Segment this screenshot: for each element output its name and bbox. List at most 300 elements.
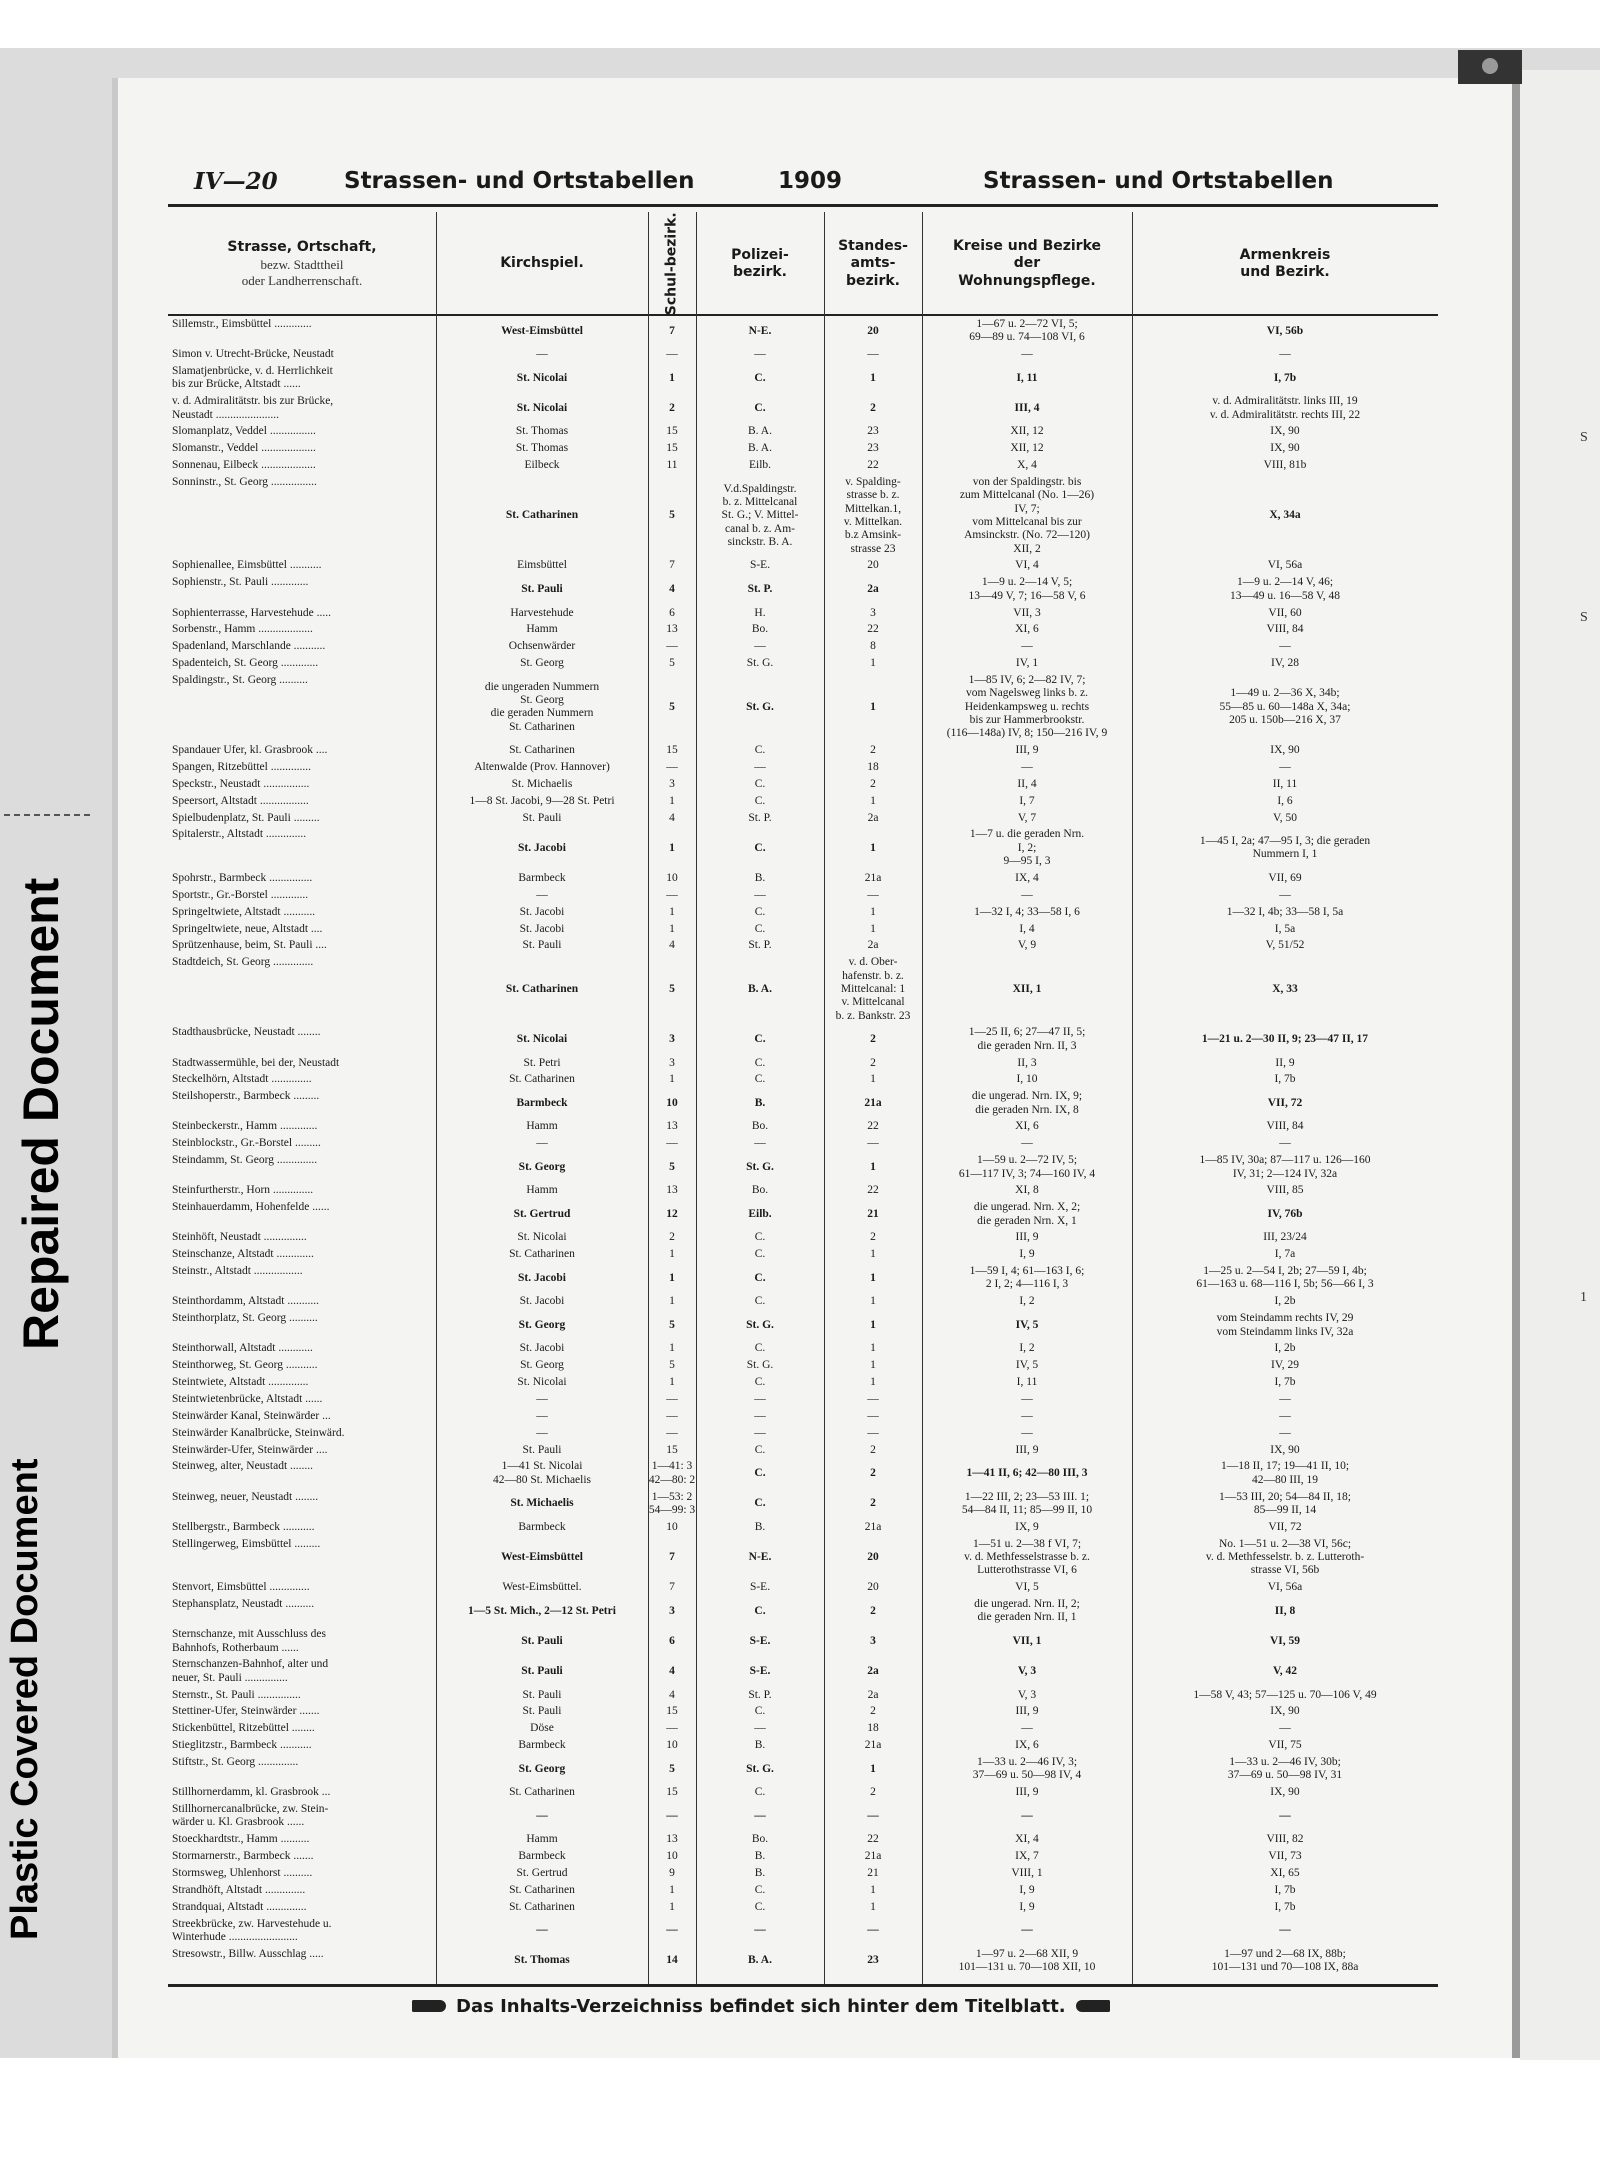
wohnungspflege-cell: 1—33 u. 2—46 IV, 3; 37—69 u. 50—98 IV, 4 — [972, 1756, 1082, 1782]
column-standesamtsbezirk: Standes- amts- bezirk. — [838, 237, 908, 289]
schulbezirk-cell: 1—53: 2 54—99: 3 — [648, 1490, 696, 1516]
standesamt-cell: 1 — [870, 1342, 876, 1355]
kirchspiel-cell: St. Jacobi — [519, 1342, 565, 1355]
street-cell: Steinbeckerstr., Hamm ............. — [172, 1120, 318, 1133]
kirchspiel-cell: Barmbeck — [516, 1096, 568, 1109]
table-row — [168, 1057, 1438, 1070]
polizeibezirk-cell: St. P. — [748, 1688, 772, 1701]
standesamt-cell: 1 — [870, 1295, 876, 1308]
street-cell: Spielbudenplatz, St. Pauli ......... — [172, 811, 320, 824]
schulbezirk-cell: — — [666, 640, 678, 653]
polizeibezirk-cell: St. P. — [748, 811, 772, 824]
kirchspiel-cell: — — [536, 1409, 548, 1422]
wohnungspflege-cell: 1—97 u. 2—68 XII, 9 101—131 u. 70—108 XII, 10 — [958, 1947, 1096, 1974]
standesamt-cell: 21a — [864, 871, 882, 884]
standesamt-cell: 2a — [867, 811, 879, 824]
wohnungspflege-cell: — — [1021, 1409, 1033, 1422]
schulbezirk-cell: 15 — [666, 1443, 678, 1456]
polizeibezirk-cell: C. — [754, 1231, 766, 1244]
kirchspiel-cell: St. Jacobi — [519, 1295, 565, 1308]
kirchspiel-cell: — — [536, 348, 548, 361]
kirchspiel-cell: St. Pauli — [521, 1634, 563, 1647]
polizeibezirk-cell: B. — [754, 1867, 766, 1880]
street-cell: Slamatjenbrücke, v. d. Herrlichkeit bis zur Brücke, Altstadt ...... — [172, 365, 333, 391]
schulbezirk-cell: 7 — [669, 1581, 675, 1594]
table-row — [168, 657, 1438, 670]
schulbezirk-cell: — — [666, 1393, 678, 1405]
armenkreis-cell: I, 7b — [1274, 1376, 1296, 1389]
wohnungspflege-cell: IX, 7 — [1015, 1850, 1039, 1863]
kirchspiel-cell: Altenwalde (Prov. Hannover) — [474, 760, 610, 773]
polizeibezirk-cell: B. A. — [748, 982, 772, 995]
wohnungspflege-cell: 1—59 I, 4; 61—163 I, 6; 2 I, 2; 4—116 I, 3 — [969, 1265, 1085, 1291]
polizeibezirk-cell: B. A. — [748, 425, 772, 438]
armenkreis-cell: I, 6 — [1277, 794, 1293, 807]
armenkreis-cell: 1—85 IV, 30a; 87—117 u. 126—160 IV, 31; 2—124 IV, 32a — [1199, 1154, 1371, 1180]
armenkreis-cell: II, 11 — [1272, 777, 1298, 790]
table-row — [168, 1184, 1438, 1197]
schulbezirk-cell: 4 — [669, 582, 675, 595]
polizeibezirk-cell: Bo. — [751, 1184, 769, 1197]
standesamt-cell: — — [867, 1924, 879, 1937]
kirchspiel-cell: St. Nicolai — [516, 371, 568, 384]
standesamt-cell: 1 — [870, 371, 876, 384]
armenkreis-cell: vom Steindamm rechts IV, 29 vom Steindamm links IV, 32a — [1216, 1312, 1354, 1338]
plastic-covered-label: Plastic Covered Document — [4, 1458, 46, 1940]
kirchspiel-cell: Barmbeck — [518, 1739, 566, 1752]
schulbezirk-cell: 1 — [669, 1900, 675, 1913]
standesamt-cell: 2 — [870, 401, 876, 414]
armenkreis-cell: — — [1279, 1809, 1291, 1822]
table-row — [168, 1410, 1438, 1423]
wohnungspflege-cell: XII, 12 — [1010, 442, 1044, 455]
street-cell: Sternschanzen-Bahnhof, alter und neuer, St. Pauli ............... — [172, 1658, 329, 1684]
header-title-right: Strassen- und Ortstabellen — [983, 168, 1334, 194]
street-cell: Steinwärder Kanal, Steinwärder ... — [172, 1409, 331, 1422]
polizeibezirk-cell: Bo. — [751, 1833, 769, 1846]
schulbezirk-cell: 3 — [669, 777, 675, 790]
polizeibezirk-cell: Eilb. — [748, 459, 772, 472]
polizeibezirk-cell: St. G. — [746, 700, 774, 713]
table-row — [168, 744, 1438, 757]
schulbezirk-cell: 4 — [669, 939, 675, 952]
street-cell: Sternstr., St. Pauli ............... — [172, 1688, 301, 1701]
table-row — [168, 476, 1438, 556]
armenkreis-cell: 1—49 u. 2—36 X, 34b; 55—85 u. 60—148a X, 34a; 205 u. 150b—216 X, 37 — [1219, 687, 1351, 726]
armenkreis-cell: V, 50 — [1272, 811, 1298, 824]
armenkreis-cell: 1—58 V, 43; 57—125 u. 70—106 V, 49 — [1193, 1688, 1377, 1701]
street-cell: Stadtwassermühle, bei der, Neustadt — [172, 1056, 340, 1069]
kirchspiel-cell: St. Georg — [518, 1318, 566, 1331]
table-row — [168, 395, 1438, 422]
pointing-hand-icon — [412, 2000, 446, 2012]
table-row — [168, 1491, 1438, 1518]
schulbezirk-cell: 3 — [669, 1033, 675, 1046]
street-cell: Spadenland, Marschlande ........... — [172, 640, 326, 653]
standesamt-cell: 2 — [870, 1056, 876, 1069]
polizeibezirk-cell: — — [754, 1924, 766, 1937]
armenkreis-cell: IX, 90 — [1270, 1786, 1300, 1799]
polizeibezirk-cell: C. — [754, 1295, 766, 1308]
header-rule — [168, 204, 1438, 207]
wohnungspflege-cell: X, 4 — [1017, 459, 1037, 472]
kirchspiel-cell: St. Nicolai — [516, 1033, 568, 1046]
street-cell: Steinhauerdamm, Hohenfelde ...... — [172, 1201, 330, 1214]
table-header — [168, 212, 1438, 316]
polizeibezirk-cell: C. — [754, 1073, 766, 1086]
street-cell: Stadtdeich, St. Georg .............. — [172, 956, 314, 969]
standesamt-cell: 21a — [864, 1739, 882, 1752]
standesamt-cell: 22 — [867, 623, 879, 636]
kirchspiel-cell: — — [536, 1137, 548, 1150]
schulbezirk-cell: 7 — [669, 1551, 675, 1563]
polizeibezirk-cell: C. — [754, 1786, 766, 1799]
polizeibezirk-cell: B. A. — [748, 442, 772, 455]
wohnungspflege-cell: V, 7 — [1017, 811, 1037, 824]
armenkreis-cell: IX, 90 — [1270, 425, 1300, 438]
table-row — [168, 1154, 1438, 1181]
schulbezirk-cell: 1 — [669, 1295, 675, 1308]
kirchspiel-cell: St. Catharinen — [509, 1073, 575, 1086]
table-row — [168, 1460, 1438, 1487]
kirchspiel-cell: St. Jacobi — [518, 1271, 566, 1284]
street-cell: Sophienterrasse, Harvestehude ..... — [172, 606, 332, 619]
schulbezirk-cell: 2 — [669, 401, 675, 414]
schulbezirk-cell: 13 — [666, 1833, 678, 1846]
standesamt-cell: 2 — [870, 1705, 876, 1718]
kirchspiel-cell: West-Eimsbüttel — [501, 324, 583, 337]
standesamt-cell: 20 — [867, 1581, 879, 1594]
kirchspiel-cell: 1—8 St. Jacobi, 9—28 St. Petri — [469, 794, 615, 807]
street-cell: Spangen, Ritzebüttel .............. — [172, 760, 311, 773]
street-cell: Steckelhörn, Altstadt .............. — [172, 1073, 312, 1086]
schulbezirk-cell: 15 — [666, 1705, 678, 1718]
street-cell: Strandquai, Altstadt .............. — [172, 1900, 307, 1913]
polizeibezirk-cell: Bo. — [751, 1120, 769, 1133]
table-row — [168, 442, 1438, 455]
polizeibezirk-cell: St. G. — [746, 1762, 774, 1775]
street-cell: Sternschanze, mit Ausschluss des Bahnhofs, Rotherbaum ...... — [172, 1628, 326, 1654]
street-cell: Steinhöft, Neustadt ............... — [172, 1231, 307, 1244]
wohnungspflege-cell: XII, 1 — [1012, 982, 1042, 995]
street-cell: Simon v. Utrecht-Brücke, Neustadt — [172, 348, 334, 361]
standesamt-cell: 1 — [870, 1318, 876, 1331]
standesamt-cell: 21a — [864, 1096, 882, 1109]
polizeibezirk-cell: C. — [754, 1056, 766, 1069]
schulbezirk-cell: 5 — [669, 1762, 675, 1775]
table-row — [168, 1120, 1438, 1133]
kirchspiel-cell: St. Georg — [520, 1359, 564, 1372]
kirchspiel-cell: St. Petri — [523, 1056, 561, 1069]
schulbezirk-cell: 1—41: 3 42—80: 2 — [648, 1460, 696, 1486]
table-row — [168, 1918, 1438, 1945]
schulbezirk-cell: — — [666, 1722, 678, 1735]
standesamt-cell: — — [867, 1137, 879, 1150]
polizeibezirk-cell: St. G. — [746, 1160, 774, 1173]
polizeibezirk-cell: C. — [754, 1467, 766, 1480]
table-row — [168, 1628, 1438, 1655]
wohnungspflege-cell: XI, 6 — [1015, 1120, 1039, 1133]
kirchspiel-cell: St. Catharinen — [505, 982, 579, 995]
armenkreis-cell: I, 7a — [1274, 1248, 1296, 1261]
table-row — [168, 939, 1438, 952]
wohnungspflege-cell: XI, 8 — [1015, 1184, 1039, 1197]
table-row — [168, 906, 1438, 919]
schulbezirk-cell: 1 — [669, 841, 675, 854]
polizeibezirk-cell: — — [754, 1809, 766, 1822]
kirchspiel-cell: St. Pauli — [522, 1443, 562, 1456]
polizeibezirk-cell: S-E. — [749, 559, 771, 572]
table-row — [168, 872, 1438, 885]
wohnungspflege-cell: 1—85 IV, 6; 2—82 IV, 7; vom Nagelsweg links b. z. Heidenkampsweg u. rechts bis zur Hammerbrookstr. (116—148a) IV, 8; 150—216 IV, 9 — [946, 673, 1108, 740]
schulbezirk-cell: 15 — [666, 744, 678, 757]
wohnungspflege-cell: I, 9 — [1019, 1248, 1035, 1261]
standesamt-cell: 1 — [870, 1271, 876, 1284]
footer-rule — [168, 1984, 1438, 1987]
wohnungspflege-cell: II, 4 — [1017, 777, 1037, 790]
kirchspiel-cell: 1—5 St. Mich., 2—12 St. Petri — [468, 1604, 616, 1617]
table-row — [168, 1427, 1438, 1440]
street-cell: Stoeckhardtstr., Hamm .......... — [172, 1833, 310, 1846]
polizeibezirk-cell: C. — [754, 401, 766, 414]
street-cell: Springeltwiete, Altstadt ........... — [172, 905, 316, 918]
armenkreis-cell: VIII, 84 — [1266, 1120, 1304, 1133]
table-row — [168, 1538, 1438, 1578]
wohnungspflege-cell: XII, 12 — [1010, 425, 1044, 438]
kirchspiel-cell: St. Pauli — [522, 1705, 562, 1718]
armenkreis-cell: X, 34a — [1269, 509, 1301, 522]
street-cell: Stephansplatz, Neustadt .......... — [172, 1598, 315, 1611]
schulbezirk-cell: 15 — [666, 1786, 678, 1799]
standesamt-cell: 2 — [870, 1497, 876, 1510]
kirchspiel-cell: St. Catharinen — [509, 1900, 575, 1913]
schulbezirk-cell: 7 — [669, 559, 675, 572]
armenkreis-cell: — — [1279, 1409, 1291, 1422]
kirchspiel-cell: St. Pauli — [521, 582, 563, 595]
polizeibezirk-cell: C. — [754, 1033, 766, 1046]
kirchspiel-cell: — — [536, 1924, 548, 1937]
standesamt-cell: 21a — [864, 1850, 882, 1863]
schulbezirk-cell: — — [666, 348, 678, 361]
table-row — [168, 1265, 1438, 1292]
wohnungspflege-cell: VI, 4 — [1015, 559, 1039, 572]
standesamt-cell: 1 — [870, 1883, 876, 1896]
standesamt-cell: 23 — [867, 442, 879, 455]
schulbezirk-cell: 1 — [669, 1271, 675, 1284]
standesamt-cell: 23 — [867, 425, 879, 438]
standesamt-cell: 21a — [864, 1520, 882, 1533]
street-cell: Strandhöft, Altstadt .............. — [172, 1883, 306, 1896]
street-cell: Stellingerweg, Eimsbüttel ......... — [172, 1537, 321, 1550]
polizeibezirk-cell: — — [754, 888, 766, 901]
table-row — [168, 1073, 1438, 1086]
street-cell: Steinblockstr., Gr.-Borstel ......... — [172, 1137, 321, 1150]
table-row — [168, 1867, 1438, 1880]
table-row — [168, 923, 1438, 936]
schulbezirk-cell: — — [666, 1809, 678, 1822]
stamp-divider — [4, 814, 90, 816]
schulbezirk-cell: 1 — [669, 794, 675, 807]
wohnungspflege-cell: I, 9 — [1019, 1883, 1035, 1896]
armenkreis-cell: — — [1279, 1137, 1291, 1150]
wohnungspflege-cell: — — [1021, 888, 1033, 901]
wohnungspflege-cell: XI, 6 — [1015, 623, 1039, 636]
wohnungspflege-cell: 1—22 III, 2; 23—53 III. 1; 54—84 II, 11; 85—99 II, 10 — [961, 1490, 1093, 1516]
street-cell: Spadenteich, St. Georg ............. — [172, 657, 319, 670]
street-cell: Sophienstr., St. Pauli ............. — [172, 576, 309, 589]
armenkreis-cell: VIII, 85 — [1266, 1184, 1304, 1197]
table-row — [168, 778, 1438, 791]
polizeibezirk-cell: C. — [754, 1443, 766, 1456]
table-row — [168, 1248, 1438, 1261]
standesamt-cell: v. Spalding- strasse b. z. Mittelkan.1, v. Mittelkan. b.z Amsink- strasse 23 — [843, 476, 903, 555]
street-cell: Sportstr., Gr.-Borstel ............. — [172, 888, 309, 901]
page-header — [168, 168, 1438, 198]
table-row — [168, 1393, 1438, 1406]
table-row — [168, 1359, 1438, 1372]
armenkreis-cell: VIII, 82 — [1266, 1833, 1304, 1846]
kirchspiel-cell: 1—41 St. Nicolai 42—80 St. Michaelis — [492, 1460, 592, 1486]
street-cell: Steinthordamm, Altstadt ........... — [172, 1295, 319, 1308]
table-row — [168, 1376, 1438, 1389]
table-body — [168, 318, 1438, 1982]
kirchspiel-cell: St. Thomas — [514, 1954, 570, 1967]
schulbezirk-cell: 1 — [669, 1073, 675, 1086]
schulbezirk-cell: 14 — [666, 1954, 678, 1967]
street-cell: Steinthorplatz, St. Georg .......... — [172, 1312, 318, 1325]
standesamt-cell: 21 — [867, 1207, 879, 1220]
armenkreis-cell: VI, 56a — [1267, 1581, 1303, 1594]
polizeibezirk-cell: C. — [754, 1248, 766, 1261]
page-number: IV—20 — [194, 168, 278, 195]
armenkreis-cell: II, 8 — [1274, 1604, 1296, 1617]
table-row — [168, 812, 1438, 825]
street-cell: Spaldingstr., St. Georg .......... — [172, 673, 308, 686]
table-row — [168, 1739, 1438, 1752]
standesamt-cell: 1 — [870, 905, 876, 918]
armenkreis-cell: I, 7b — [1274, 1900, 1296, 1913]
kirchspiel-cell: Hamm — [526, 623, 558, 636]
street-cell: Steinwärder-Ufer, Steinwärder .... — [172, 1443, 328, 1456]
table-row — [168, 623, 1438, 636]
table-row — [168, 761, 1438, 774]
kirchspiel-cell: St. Michaelis — [511, 777, 573, 790]
polizeibezirk-cell: C. — [754, 1376, 766, 1389]
armenkreis-cell: IX, 90 — [1270, 744, 1300, 757]
table-row — [168, 1705, 1438, 1718]
schulbezirk-cell: 1 — [669, 1376, 675, 1389]
polizeibezirk-cell: V.d.Spaldingstr. b. z. Mittelcanal St. G.; V. Mittel- canal b. z. Am- sinckstr. B. A. — [721, 482, 799, 548]
wohnungspflege-cell: — — [1021, 1137, 1033, 1150]
street-cell: Spandauer Ufer, kl. Grasbrook .... — [172, 744, 328, 757]
armenkreis-cell: I, 7b — [1273, 371, 1297, 384]
wohnungspflege-cell: 1—7 u. die geraden Nrn. I, 2; 9—95 I, 3 — [969, 828, 1085, 868]
adjacent-page-edge: S S 1 — [1520, 70, 1600, 2060]
polizeibezirk-cell: St. P. — [748, 939, 772, 952]
schulbezirk-cell: 1 — [669, 905, 675, 918]
street-cell: Stettiner-Ufer, Steinwärder ....... — [172, 1705, 320, 1718]
armenkreis-cell: I, 7b — [1274, 1073, 1296, 1086]
wohnungspflege-cell: IV, 5 — [1015, 1359, 1039, 1372]
standesamt-cell: — — [867, 1393, 879, 1405]
armenkreis-cell: IX, 90 — [1270, 1443, 1300, 1456]
wohnungspflege-cell: III, 9 — [1015, 1231, 1039, 1244]
table-row — [168, 1689, 1438, 1702]
table-row — [168, 607, 1438, 620]
street-cell: Speersort, Altstadt ................. — [172, 794, 309, 807]
polizeibezirk-cell: St. G. — [746, 1318, 774, 1331]
table-row — [168, 1722, 1438, 1735]
standesamt-cell: 21 — [867, 1867, 879, 1880]
armenkreis-cell: I, 2b — [1274, 1342, 1296, 1355]
polizeibezirk-cell: B. — [754, 1096, 766, 1109]
armenkreis-cell: III, 23/24 — [1263, 1231, 1307, 1244]
table-row — [168, 365, 1438, 392]
standesamt-cell: 1 — [870, 1900, 876, 1913]
table-row — [168, 1444, 1438, 1457]
table-row — [168, 889, 1438, 902]
schulbezirk-cell: 12 — [666, 1207, 678, 1220]
standesamt-cell: 1 — [870, 700, 876, 713]
standesamt-cell: — — [867, 348, 879, 361]
table-row — [168, 1295, 1438, 1308]
polizeibezirk-cell: — — [754, 760, 766, 773]
kirchspiel-cell: St. Catharinen — [509, 1883, 575, 1896]
polizeibezirk-cell: S-E. — [749, 1634, 771, 1647]
armenkreis-cell: 1—97 und 2—68 IX, 88b; 101—131 und 70—108 IX, 88a — [1211, 1947, 1359, 1974]
armenkreis-cell: VII, 73 — [1268, 1850, 1302, 1863]
standesamt-cell: 20 — [867, 1551, 879, 1563]
street-cell: Steindamm, St. Georg .............. — [172, 1154, 318, 1167]
standesamt-cell: 2 — [870, 1786, 876, 1799]
wohnungspflege-cell: IX, 4 — [1015, 871, 1039, 884]
standesamt-cell: 2 — [870, 1467, 876, 1480]
column-armenkreis: Armenkreis und Bezirk. — [1239, 246, 1331, 280]
table-row — [168, 1342, 1438, 1355]
polizeibezirk-cell: C. — [754, 1705, 766, 1718]
armenkreis-cell: VII, 60 — [1268, 606, 1302, 619]
wohnungspflege-cell: IX, 9 — [1015, 1520, 1039, 1533]
wohnungspflege-cell: I, 4 — [1019, 922, 1035, 935]
schulbezirk-cell: 4 — [669, 1688, 675, 1701]
table-row — [168, 576, 1438, 603]
polizeibezirk-cell: St. G. — [746, 1359, 774, 1372]
footer-text: Das Inhalts-Verzeichniss befindet sich hinter dem Titelblatt. — [456, 1995, 1066, 2017]
wohnungspflege-cell: IX, 6 — [1015, 1739, 1039, 1752]
kirchspiel-cell: — — [536, 888, 548, 901]
armenkreis-cell: 1—9 u. 2—14 V, 46; 13—49 u. 16—58 V, 48 — [1229, 576, 1341, 602]
wohnungspflege-cell: III, 9 — [1015, 744, 1039, 757]
standesamt-cell: — — [867, 888, 879, 901]
street-cell: Steintwietenbrücke, Altstadt ...... — [172, 1393, 323, 1405]
wohnungspflege-cell: II, 3 — [1017, 1056, 1037, 1069]
footer-note — [412, 1994, 1110, 2018]
armenkreis-cell: IV, 76b — [1267, 1207, 1303, 1220]
armenkreis-cell: v. d. Admiralitätstr. links III, 19 v. d. Admiralitätstr. rechts III, 22 — [1209, 395, 1361, 421]
armenkreis-cell: IX, 90 — [1270, 1705, 1300, 1718]
kirchspiel-cell: St. Catharinen — [505, 509, 579, 522]
kirchspiel-cell: Eilbeck — [524, 459, 560, 472]
wohnungspflege-cell: I, 2 — [1019, 1342, 1035, 1355]
street-cell: Stiftstr., St. Georg .............. — [172, 1756, 299, 1769]
pointing-hand-icon — [1076, 2000, 1110, 2012]
polizeibezirk-cell: — — [754, 1722, 766, 1735]
wohnungspflege-cell: — — [1021, 760, 1033, 773]
standesamt-cell: 18 — [867, 760, 879, 773]
armenkreis-cell: I, 5a — [1274, 922, 1296, 935]
wohnungspflege-cell: I, 2 — [1019, 1295, 1035, 1308]
standesamt-cell: 18 — [867, 1722, 879, 1735]
